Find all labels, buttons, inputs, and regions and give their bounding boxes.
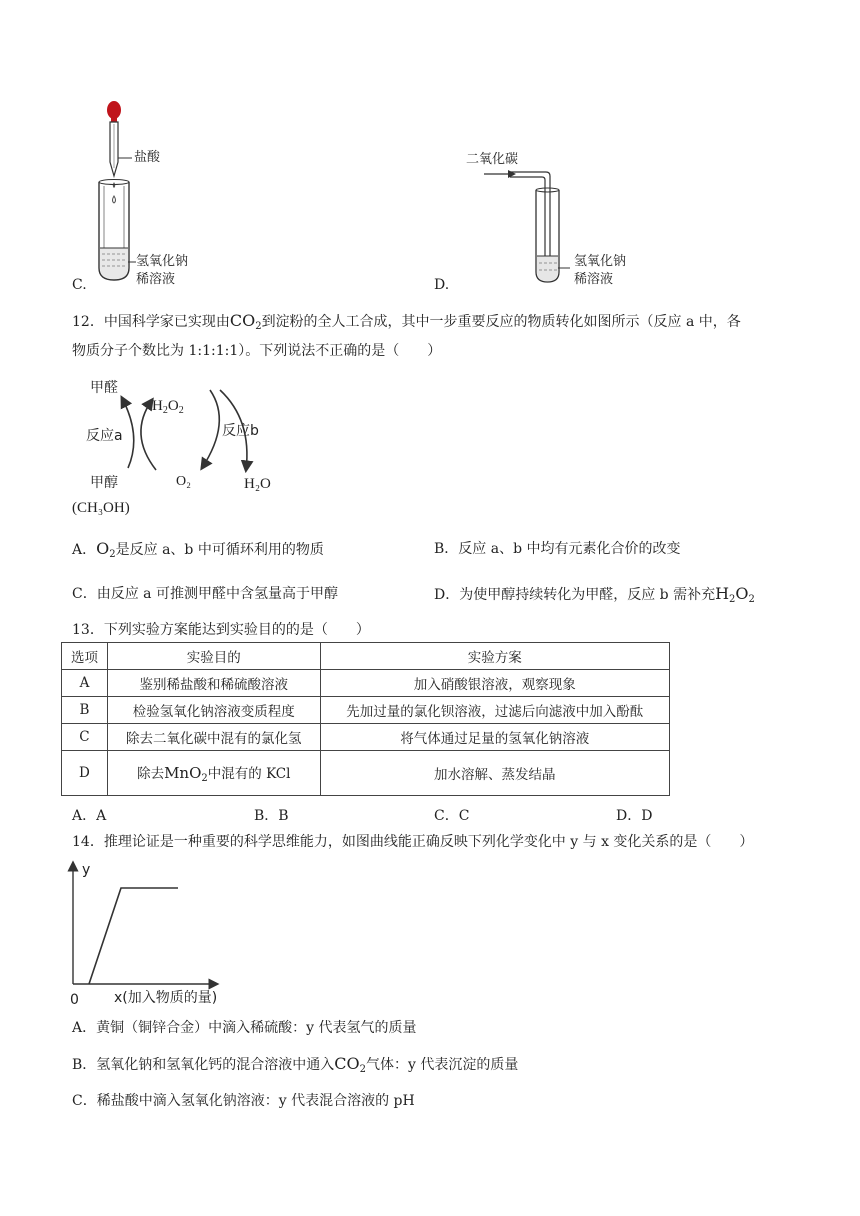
d-solution-label-2: 稀溶液 <box>574 272 614 287</box>
table-row: A 鉴别稀盐酸和稀硫酸溶液 加入硝酸银溶液，观察现象 <box>62 670 670 697</box>
q14-option-a: A．黄铜（铜锌合金）中滴入稀硫酸：y 代表氢气的质量 <box>72 1020 417 1036</box>
h2o2-label: $H_2O_2$ <box>152 398 184 416</box>
q14-option-c: C．稀盐酸中滴入氢氧化钠溶液：y 代表混合溶液的 pH <box>72 1093 415 1109</box>
dropper-label: 盐酸 <box>134 150 161 165</box>
q14-stem: 14．推理论证是一种重要的科学思维能力，如图曲线能正确反映下列化学变化中 y 与 x 变化关系的是（ ） <box>72 834 754 850</box>
graph-x-label: x(加入物质的量) <box>114 990 218 1006</box>
o2-label: O₂ <box>176 474 191 489</box>
formaldehyde-label: 甲醛 <box>90 380 118 396</box>
header-goal: 实验目的 <box>107 643 320 670</box>
methanol-label: 甲醇 <box>90 475 118 491</box>
q12-option-b: B．反应 a、b 中均有元素化合价的改变 <box>434 541 681 557</box>
q12-option-c: C．由反应 a 可推测甲醛中含氢量高于甲醇 <box>72 586 338 602</box>
q12-option-a: A．$O_2$是反应 a、b 中可循环利用的物质 <box>72 539 324 560</box>
d-solution-label-1: 氢氧化钠 <box>574 254 627 269</box>
co2-formula: $CO_2$ <box>229 311 262 332</box>
header-plan: 实验方案 <box>320 643 669 670</box>
q13-answer-a: A．A <box>72 808 107 824</box>
graph-y-label: y <box>82 862 91 878</box>
q13-answer-b: B．B <box>254 808 289 824</box>
option-d-label: D. <box>434 277 450 293</box>
h2o-label: H₂O <box>244 476 271 492</box>
q13-answer-d: D．D <box>616 808 653 824</box>
c-solution-label-1: 氢氧化钠 <box>136 254 189 269</box>
q12-stem-line1: 12．中国科学家已实现由$CO_2$到淀粉的全人工合成，其中一步重要反应的物质转化如图所示（反应 a 中，各 <box>72 311 741 332</box>
table-row: C 除去二氧化碳中混有的氯化氢 将气体通过足量的氢氧化钠溶液 <box>62 724 670 751</box>
table-header-row <box>62 643 670 670</box>
q12-stem-line2: 物质分子个数比为 1:1:1:1）。下列说法不正确的是（ ） <box>72 343 442 359</box>
q13-answer-c: C．C <box>434 808 470 824</box>
q14-option-b: B．氢氧化钠和氢氧化钙的混合溶液中通入$CO_2$气体：y 代表沉淀的质量 <box>72 1054 519 1075</box>
graph-origin-label: 0 <box>70 992 79 1008</box>
q13-experiment-table <box>61 642 670 796</box>
header-option: 选项 <box>62 643 108 670</box>
reaction-a-label: 反应a <box>86 428 123 444</box>
q13-stem: 13．下列实验方案能达到实验目的的是（ ） <box>72 622 370 638</box>
c-solution-label-2: 稀溶液 <box>136 272 176 287</box>
methanol-formula: (CH₃OH) <box>72 500 130 516</box>
q11-option-d-figure <box>478 160 578 290</box>
reaction-b-label: 反应b <box>222 423 259 439</box>
table-row: B 检验氢氧化钠溶液变质程度 先加过量的氯化钡溶液，过滤后向滤液中加入酚酞 <box>62 697 670 724</box>
q12-option-d: D．为使甲醇持续转化为甲醛，反应 b 需补充$H_2O_2$ <box>434 584 755 605</box>
option-c-label: C. <box>72 277 87 293</box>
co2-gas-label: 二氧化碳 <box>466 152 519 167</box>
table-row: D 除去MnO$_2$中混有的 KCl 加水溶解、蒸发结晶 <box>62 751 670 796</box>
